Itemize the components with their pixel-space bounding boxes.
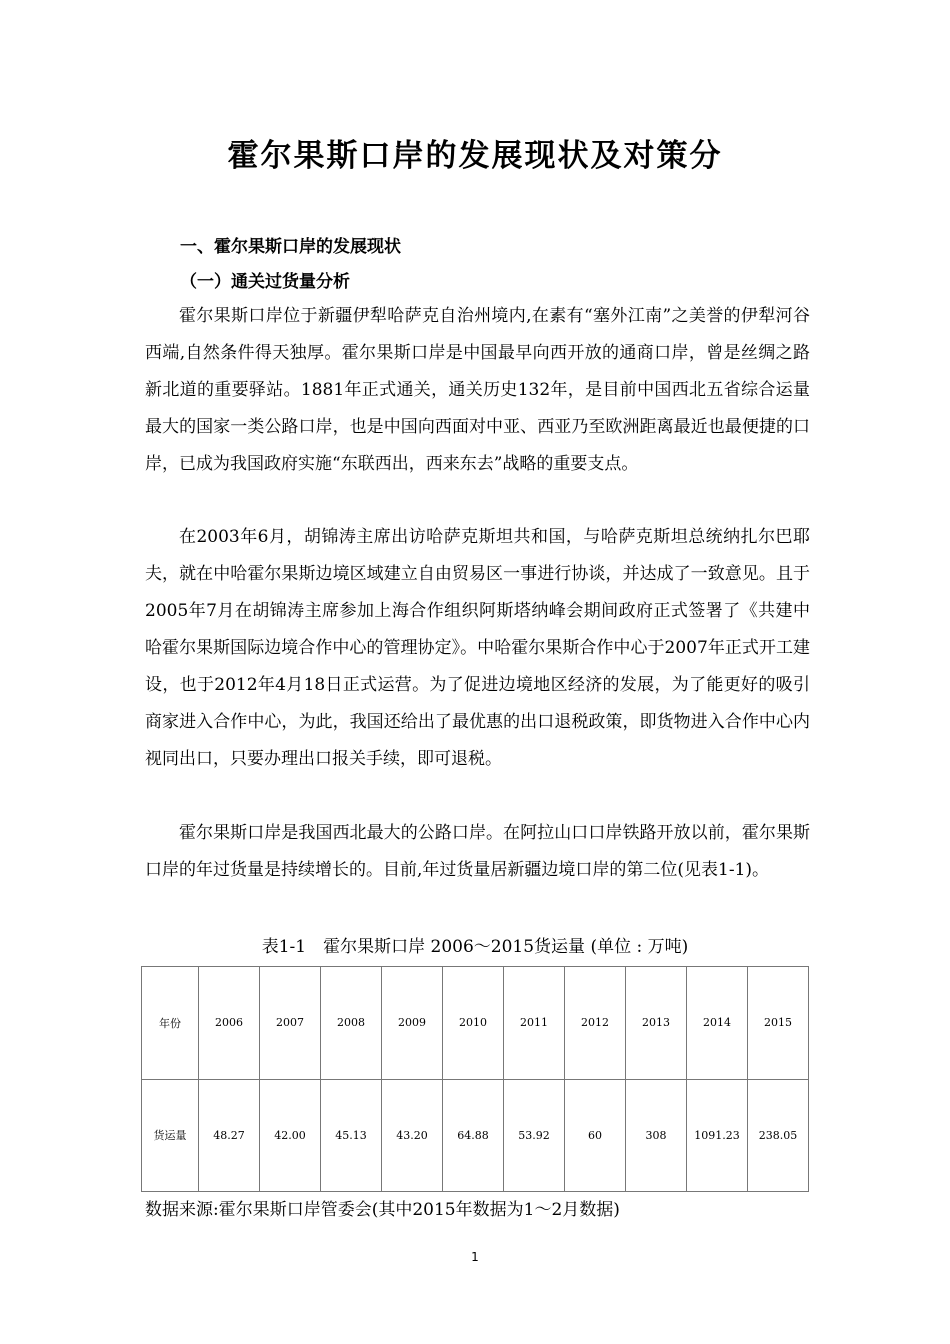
volume-cell: 42.00 [260,1079,321,1192]
volume-cell: 64.88 [443,1079,504,1192]
volume-cell: 45.13 [321,1079,382,1192]
subsection-heading: （一）通关过货量分析 [180,272,350,292]
volume-cell: 238.05 [748,1079,809,1192]
body-paragraph-1: 霍尔果斯口岸位于新疆伊犁哈萨克自治州境内,在素有“塞外江南”之美誉的伊犁河谷西端,自然条件得天独厚。霍尔果斯口岸是中国最早向西开放的通商口岸，曾是丝绸之路新北道的重要驿站。1881年正式通关，通关历史132年，是目前中国西北五省综合运量最大的国家一类公路口岸，也是中国向西面对中亚、西亚乃至欧洲距离最近也最便捷的口岸，已成为我国政府实施“东联西出，西来东去”战略的重要支点。 [145,306,810,474]
year-cell: 2006 [199,967,260,1080]
year-cell: 2008 [321,967,382,1080]
volume-cell: 308 [626,1079,687,1192]
freight-volume-table [141,966,809,1192]
year-cell: 2015 [748,967,809,1080]
body-paragraph-2: 在2003年6月，胡锦涛主席出访哈萨克斯坦共和国，与哈萨克斯坦总统纳扎尔巴耶夫，就在中哈霍尔果斯边境区域建立自由贸易区一事进行协谈，并达成了一致意见。且于2005年7月在胡锦涛主席参加上海合作组织阿斯塔纳峰会期间政府正式签署了《共建中哈霍尔果斯国际边境合作中心的管理协定》。中哈霍尔果斯合作中心于2007年正式开工建设，也于2012年4月18日正式运营。为了促进边境地区经济的发展，为了能更好的吸引商家进入合作中心，为此，我国还给出了最优惠的出口退税政策，即货物进入合作中心内视同出口，只要办理出口报关手续，即可退税。 [145,527,810,769]
table-row-years [142,967,809,1080]
data-source-note: 数据来源:霍尔果斯口岸管委会(其中2015年数据为1～2月数据) [145,1200,620,1220]
volume-cell: 60 [565,1079,626,1192]
volume-cell: 43.20 [382,1079,443,1192]
row-header-year: 年份 [142,967,199,1080]
body-paragraph-3: 霍尔果斯口岸是我国西北最大的公路口岸。在阿拉山口口岸铁路开放以前，霍尔果斯口岸的年过货量是持续增长的。目前,年过货量居新疆边境口岸的第二位(见表1-1)。 [145,823,810,880]
page-number: 1 [471,1250,479,1264]
section-heading: 一、霍尔果斯口岸的发展现状 [180,237,401,257]
year-cell: 2010 [443,967,504,1080]
year-cell: 2014 [687,967,748,1080]
volume-cell: 53.92 [504,1079,565,1192]
year-cell: 2013 [626,967,687,1080]
table-caption: 表1-1 霍尔果斯口岸 2006～2015货运量 (单位 : 万吨) [261,937,689,957]
year-cell: 2007 [260,967,321,1080]
year-cell: 2009 [382,967,443,1080]
volume-cell: 1091.23 [687,1079,748,1192]
table-row-volumes [142,1079,809,1192]
volume-cell: 48.27 [199,1079,260,1192]
row-header-volume: 货运量 [142,1079,199,1192]
document-title: 霍尔果斯口岸的发展现状及对策分 [227,138,723,174]
year-cell: 2012 [565,967,626,1080]
year-cell: 2011 [504,967,565,1080]
